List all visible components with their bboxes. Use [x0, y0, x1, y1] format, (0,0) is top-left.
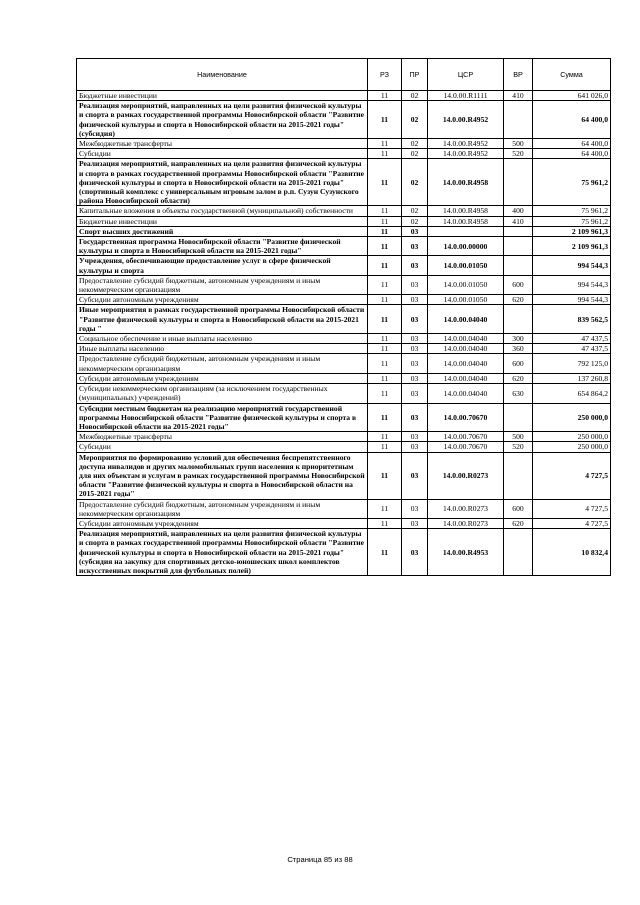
cell-csr: 14.0.00.70670 [428, 442, 504, 452]
cell-csr: 14.0.00.R4958 [428, 159, 504, 206]
cell-csr: 14.0.00.R0273 [428, 452, 504, 499]
cell-pr: 02 [402, 159, 428, 206]
table-row [77, 206, 611, 216]
cell-sum: 994 544,3 [533, 295, 611, 305]
table-row [77, 432, 611, 442]
cell-csr: 14.0.00.04040 [428, 384, 504, 403]
cell-vr [504, 159, 533, 206]
cell-rz: 11 [368, 216, 402, 226]
cell-pr: 02 [402, 149, 428, 159]
cell-rz: 11 [368, 139, 402, 149]
cell-pr: 02 [402, 139, 428, 149]
table-row [77, 139, 611, 149]
cell-sum: 792 125,0 [533, 354, 611, 373]
cell-rz: 11 [368, 91, 402, 101]
table-row [77, 334, 611, 344]
cell-csr: 14.0.00.01050 [428, 295, 504, 305]
table-row [77, 256, 611, 275]
cell-pr: 03 [402, 529, 428, 576]
cell-pr: 02 [402, 206, 428, 216]
cell-sum: 75 961,2 [533, 206, 611, 216]
cell-pr: 03 [402, 452, 428, 499]
table-row [77, 226, 611, 236]
header-name: Наименование [77, 59, 368, 91]
cell-rz: 11 [368, 344, 402, 354]
cell-rz: 11 [368, 206, 402, 216]
cell-vr: 620 [504, 518, 533, 528]
cell-sum: 994 544,3 [533, 256, 611, 275]
cell-vr [504, 305, 533, 334]
cell-rz: 11 [368, 101, 402, 139]
table-row [77, 354, 611, 373]
cell-vr: 500 [504, 432, 533, 442]
cell-name: Субсидии [77, 442, 368, 452]
cell-rz: 11 [368, 452, 402, 499]
cell-vr: 620 [504, 373, 533, 383]
cell-sum: 2 109 961,3 [533, 237, 611, 256]
table-body [77, 91, 611, 576]
cell-pr: 02 [402, 101, 428, 139]
cell-vr: 500 [504, 139, 533, 149]
cell-sum: 2 109 961,3 [533, 226, 611, 236]
table-row [77, 344, 611, 354]
cell-vr [504, 529, 533, 576]
cell-rz: 11 [368, 334, 402, 344]
cell-name: Бюджетные инвестиции [77, 216, 368, 226]
cell-sum: 250 000,0 [533, 403, 611, 432]
cell-pr: 03 [402, 226, 428, 236]
cell-vr [504, 101, 533, 139]
cell-sum: 64 400,0 [533, 101, 611, 139]
cell-name: Предоставление субсидий бюджетным, автономным учреждениям и иным некоммерческим организациям [77, 275, 368, 294]
budget-table [76, 58, 611, 576]
cell-csr: 14.0.00.R0273 [428, 518, 504, 528]
cell-rz: 11 [368, 226, 402, 236]
cell-vr: 520 [504, 149, 533, 159]
cell-csr: 14.0.00.01050 [428, 275, 504, 294]
table-row [77, 149, 611, 159]
cell-sum: 75 961,2 [533, 216, 611, 226]
cell-pr: 03 [402, 373, 428, 383]
cell-rz: 11 [368, 518, 402, 528]
cell-vr: 360 [504, 344, 533, 354]
cell-rz: 11 [368, 275, 402, 294]
cell-name: Субсидии местным бюджетам на реализацию мероприятий государственной программы Новосибирской области "Развитие физической культуры и спорта в Новосибирской области на 2015-2021 годы" [77, 403, 368, 432]
cell-name: Субсидии [77, 149, 368, 159]
cell-rz: 11 [368, 237, 402, 256]
table-row [77, 384, 611, 403]
table-row [77, 275, 611, 294]
cell-name: Иные мероприятия в рамках государственной программы Новосибирской области "Развитие физической культуры и спорта в Новосибирской области на 2015-2021 годы " [77, 305, 368, 334]
cell-name: Капитальные вложения в объекты государственной (муниципальной) собственности [77, 206, 368, 216]
cell-sum: 10 832,4 [533, 529, 611, 576]
header-vr: ВР [504, 59, 533, 91]
cell-rz: 11 [368, 149, 402, 159]
header-rz: РЗ [368, 59, 402, 91]
table-row [77, 403, 611, 432]
cell-name: Межбюджетные трансферты [77, 432, 368, 442]
cell-pr: 03 [402, 432, 428, 442]
cell-rz: 11 [368, 159, 402, 206]
cell-pr: 03 [402, 354, 428, 373]
table-row [77, 518, 611, 528]
table-header-row [77, 59, 611, 91]
cell-rz: 11 [368, 499, 402, 518]
table-row [77, 442, 611, 452]
cell-name: Субсидии автономным учреждениям [77, 518, 368, 528]
cell-sum: 64 400,0 [533, 139, 611, 149]
cell-pr: 02 [402, 91, 428, 101]
cell-rz: 11 [368, 442, 402, 452]
cell-vr: 600 [504, 354, 533, 373]
table-row [77, 452, 611, 499]
cell-pr: 03 [402, 305, 428, 334]
cell-rz: 11 [368, 354, 402, 373]
cell-csr: 14.0.00.R4958 [428, 206, 504, 216]
table-row [77, 295, 611, 305]
cell-sum: 4 727,5 [533, 452, 611, 499]
cell-pr: 03 [402, 295, 428, 305]
cell-sum: 64 400,0 [533, 149, 611, 159]
cell-sum: 47 437,5 [533, 344, 611, 354]
cell-vr [504, 256, 533, 275]
cell-name: Субсидии автономным учреждениям [77, 295, 368, 305]
table-row [77, 373, 611, 383]
cell-vr: 400 [504, 206, 533, 216]
table-row [77, 529, 611, 576]
cell-name: Субсидии автономным учреждениям [77, 373, 368, 383]
cell-vr: 600 [504, 275, 533, 294]
cell-pr: 03 [402, 256, 428, 275]
table-row [77, 159, 611, 206]
cell-sum: 4 727,5 [533, 499, 611, 518]
cell-csr: 14.0.00.01050 [428, 256, 504, 275]
cell-vr [504, 237, 533, 256]
cell-name: Бюджетные инвестиции [77, 91, 368, 101]
cell-csr: 14.0.00.04040 [428, 334, 504, 344]
cell-pr: 03 [402, 518, 428, 528]
cell-vr: 520 [504, 442, 533, 452]
cell-sum: 654 864,2 [533, 384, 611, 403]
table-row [77, 216, 611, 226]
cell-csr: 14.0.00.70670 [428, 432, 504, 442]
cell-csr: 14.0.00.70670 [428, 403, 504, 432]
cell-csr: 14.0.00.04040 [428, 344, 504, 354]
cell-name: Социальное обеспечение и иные выплаты населению [77, 334, 368, 344]
cell-csr: 14.0.00.R4958 [428, 216, 504, 226]
cell-vr: 630 [504, 384, 533, 403]
header-csr: ЦСР [428, 59, 504, 91]
cell-vr [504, 226, 533, 236]
cell-sum: 641 026,0 [533, 91, 611, 101]
cell-name: Спорт высших достижений [77, 226, 368, 236]
cell-csr: 14.0.00.R1111 [428, 91, 504, 101]
cell-vr: 620 [504, 295, 533, 305]
cell-csr: 14.0.00.04040 [428, 354, 504, 373]
cell-rz: 11 [368, 403, 402, 432]
cell-csr: 14.0.00.R4952 [428, 149, 504, 159]
cell-csr: 14.0.00.04040 [428, 373, 504, 383]
cell-pr: 03 [402, 275, 428, 294]
cell-name: Учреждения, обеспечивающие предоставление услуг в сфере физической культуры и спорта [77, 256, 368, 275]
cell-vr [504, 403, 533, 432]
cell-csr: 14.0.00.00000 [428, 237, 504, 256]
cell-pr: 03 [402, 334, 428, 344]
cell-sum: 137 260,8 [533, 373, 611, 383]
cell-rz: 11 [368, 373, 402, 383]
cell-sum: 250 000,0 [533, 432, 611, 442]
cell-name: Реализация мероприятий, направленных на цели развития физической культуры и спорта в рамках государственной программы Новосибирской области "Развитие физической культуры и спорта в Новосибирской области на 2015-2021 годы" (субсидия на закупку для спортивных детско-юношеских школ комплектов искусственных покрытий для футбольных полей) [77, 529, 368, 576]
cell-name: Реализация мероприятий, направленных на цели развития физической культуры и спорта в рамках государственной программы Новосибирской области "Развитие физической культуры и спорта в Новосибирской области на 2015-2021 годы" (субсидия) [77, 101, 368, 139]
cell-name: Реализация мероприятий, направленных на цели развития физической культуры и спорта в рамках государственной программы Новосибирской области "Развитие физической культуры и спорта в Новосибирской области на 2015-2021 годы" (спортивный комплекс с универсальным игровым залом в р.п. Сузун Сузунского района Новосибирской области) [77, 159, 368, 206]
cell-sum: 839 562,5 [533, 305, 611, 334]
cell-pr: 03 [402, 344, 428, 354]
cell-pr: 02 [402, 216, 428, 226]
cell-sum: 47 437,5 [533, 334, 611, 344]
cell-vr: 600 [504, 499, 533, 518]
cell-pr: 03 [402, 384, 428, 403]
table-row [77, 499, 611, 518]
cell-vr: 300 [504, 334, 533, 344]
cell-name: Мероприятия по формированию условий для обеспечения беспрепятственного доступа инвалидов и других маломобильных групп населения к приоритетным для них объектам и услугам в рамках государственной программы Новосибирской области "Развитие физической культуры и спорта в Новосибирской области на 2015-2021 годы" [77, 452, 368, 499]
cell-pr: 03 [402, 442, 428, 452]
cell-sum: 4 727,5 [533, 518, 611, 528]
cell-name: Государственная программа Новосибирской области "Развитие физической культуры и спорта в Новосибирской области на 2015-2021 годы" [77, 237, 368, 256]
cell-sum: 994 544,3 [533, 275, 611, 294]
cell-sum: 250 000,0 [533, 442, 611, 452]
header-pr: ПР [402, 59, 428, 91]
table-row [77, 101, 611, 139]
page-number: Страница 85 из 88 [287, 855, 353, 864]
cell-vr: 410 [504, 91, 533, 101]
cell-csr [428, 226, 504, 236]
cell-csr: 14.0.00.R0273 [428, 499, 504, 518]
cell-csr: 14.0.00.R4952 [428, 139, 504, 149]
cell-sum: 75 961,2 [533, 159, 611, 206]
cell-pr: 03 [402, 499, 428, 518]
cell-name: Субсидии некоммерческим организациям (за исключением государственных (муниципальных) учреждений) [77, 384, 368, 403]
cell-csr: 14.0.00.04040 [428, 305, 504, 334]
cell-rz: 11 [368, 305, 402, 334]
cell-csr: 14.0.00.R4953 [428, 529, 504, 576]
cell-name: Предоставление субсидий бюджетным, автономным учреждениям и иным некоммерческим организациям [77, 354, 368, 373]
table-row [77, 305, 611, 334]
cell-rz: 11 [368, 432, 402, 442]
table-row [77, 91, 611, 101]
header-sum: Сумма [533, 59, 611, 91]
cell-rz: 11 [368, 384, 402, 403]
cell-rz: 11 [368, 529, 402, 576]
cell-name: Межбюджетные трансферты [77, 139, 368, 149]
cell-vr: 410 [504, 216, 533, 226]
cell-name: Иные выплаты населению [77, 344, 368, 354]
cell-csr: 14.0.00.R4952 [428, 101, 504, 139]
cell-pr: 03 [402, 403, 428, 432]
table-row [77, 237, 611, 256]
cell-rz: 11 [368, 256, 402, 275]
cell-pr: 03 [402, 237, 428, 256]
cell-name: Предоставление субсидий бюджетным, автономным учреждениям и иным некоммерческим организациям [77, 499, 368, 518]
cell-rz: 11 [368, 295, 402, 305]
cell-vr [504, 452, 533, 499]
